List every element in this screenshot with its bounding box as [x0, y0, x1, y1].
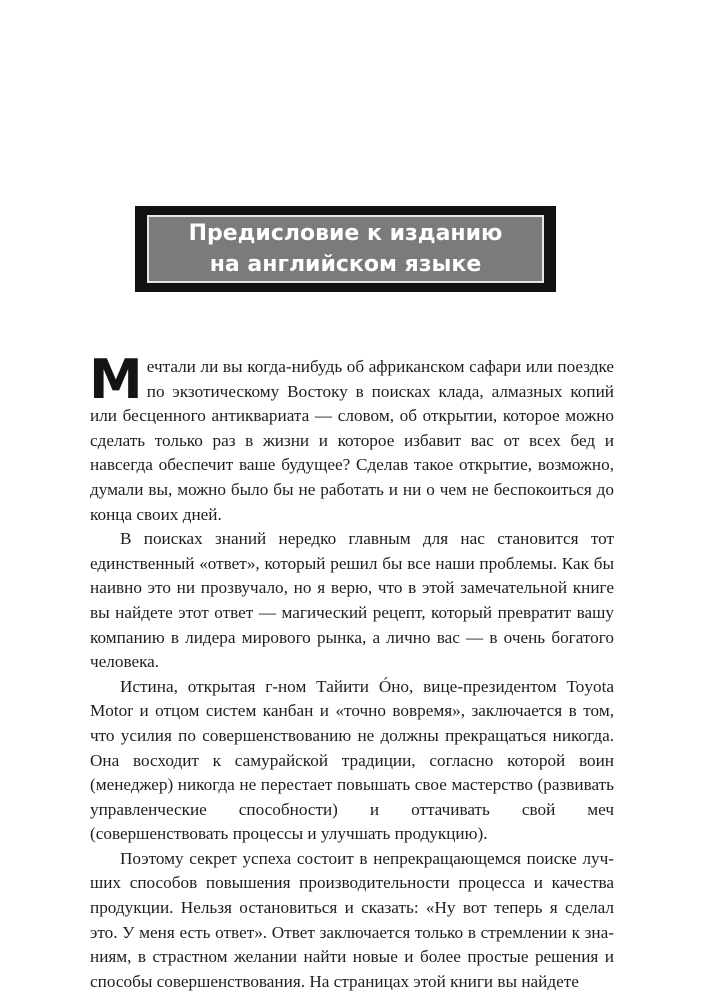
paragraph-2: В поисках знаний нередко главным для нас становится тот единственный «ответ», который решил бы все наши проблемы. Как бы наивно это ни прозвучало, но я верю, что в этой замечательной книге вы найдете этот ответ — магический рецепт, который превратит вашу компанию в лидера мирового рынка, а лично вас — в очень богатого человека.	[90, 529, 614, 672]
drop-cap: М	[89, 348, 143, 411]
paragraph-4: Поэтому секрет успеха состоит в непрекращающемся поиске лучших способов повышения производительности процесса и качества продукции. Нельзя остановиться и сказать: «Ну вот теперь я сделал это. У меня есть ответ». Ответ заключается только в стремлении к знаниям, в страстном желании найти новые и более простые решения и способы совершенствования. На страницах этой книги вы найдете	[90, 848, 614, 991]
chapter-title-line-1: Предисловие к изданию	[188, 221, 503, 246]
chapter-title-line-2: на английском языке	[209, 252, 482, 277]
body-text	[89, 348, 614, 994]
paragraph-1	[89, 348, 614, 527]
chapter-title-panel	[147, 215, 544, 283]
paragraph-3: Истина, открытая г-ном Тайити Óно, вице-президентом Toyota Motor и отцом систем канбан и «точно вовремя», заключается в том, что усилия по совершенствованию не должны прекращаться никогда. Она восходит к самурайской традиции, согласно которой воин (менеджер) никогда не перестает повышать свое мастерство (развивать управленческие способности) и оттачивать свой меч (совершенствовать процессы и улучшать продукцию).	[90, 676, 614, 844]
paragraph-1-text: ечтали ли вы когда-нибудь об африканском сафари или поездке по экзотическому Востоку в поисках клада, алмазных копий или бесценного антиквариата — словом, об открытии, которое можно сделать только раз в жизни и которое избавит вас от всех бед и навсегда обеспечит ваше будущее? Сделав такое открытие, возможно, думали вы, можно было бы не работать и ни о чем не беспокоиться до конца своих дней.	[90, 357, 614, 524]
chapter-title-box	[135, 206, 556, 292]
